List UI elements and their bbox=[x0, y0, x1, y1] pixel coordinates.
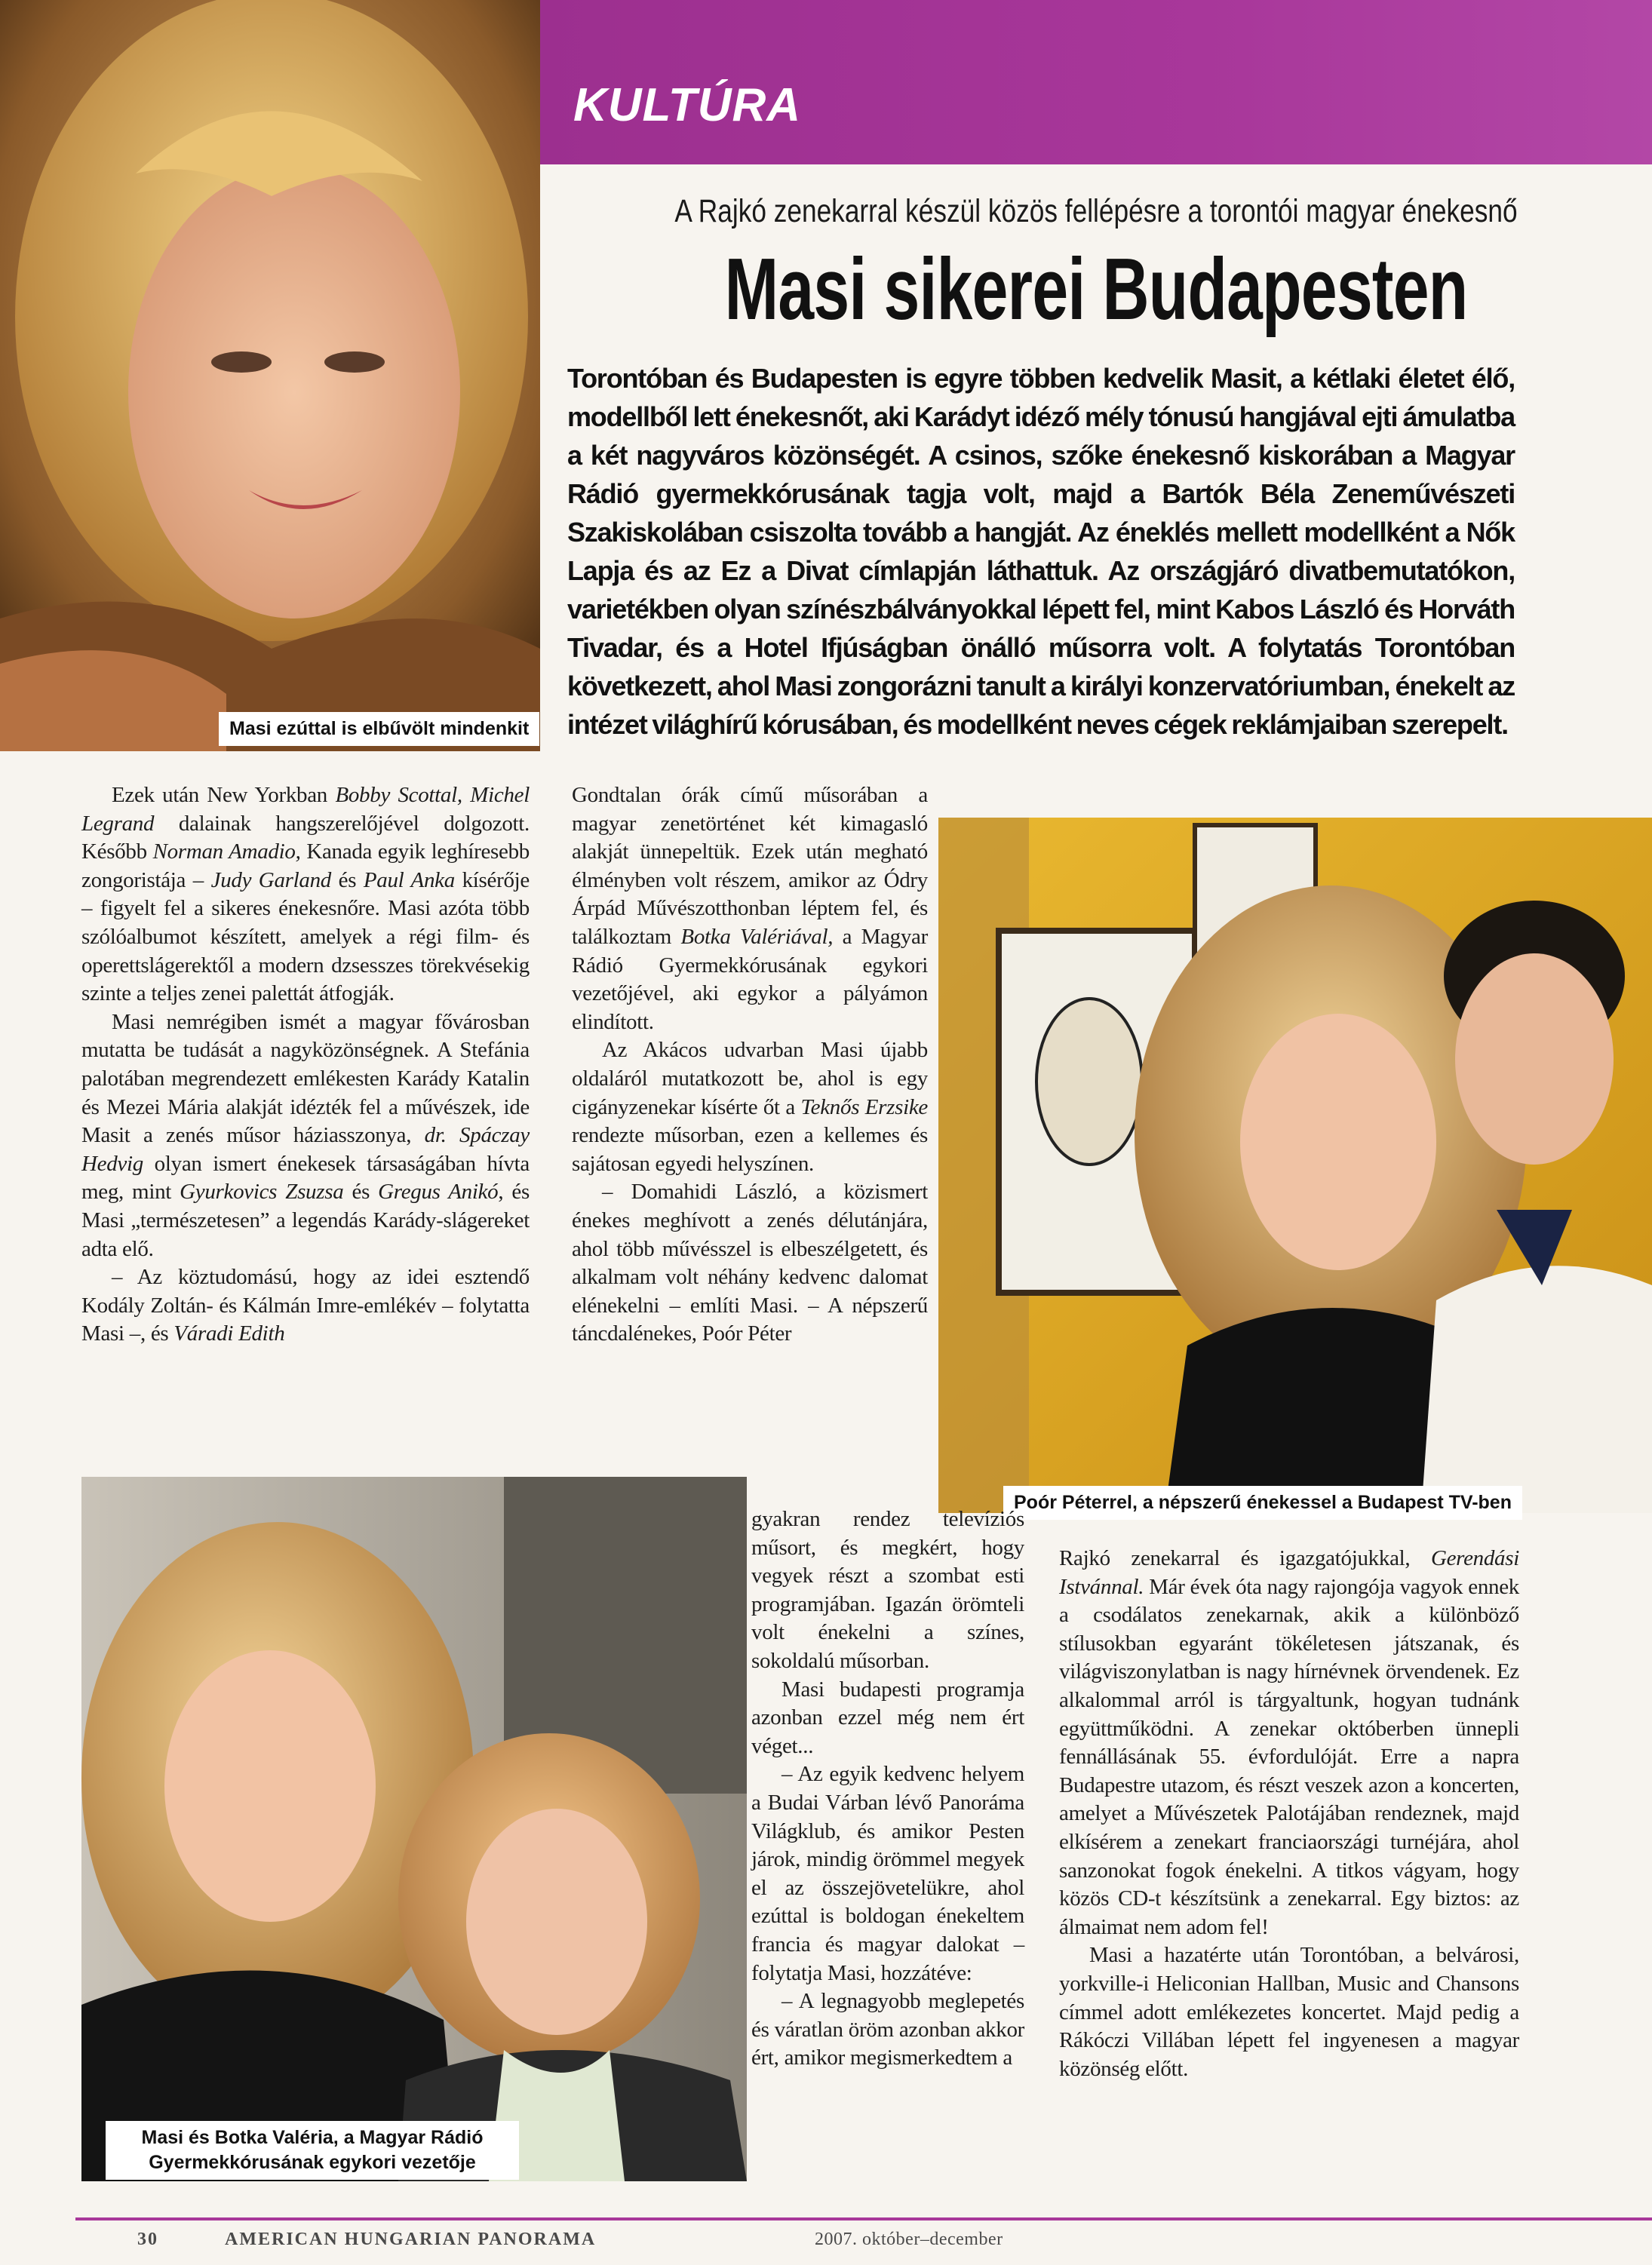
paragraph: – Domahidi László, a közismert énekes meghívott a zenés délutánjára, ahol több művésszel is elbeszélgetett, és alkalmam volt néhány kedvenc dalomat elénekelni – említi Masi. – A népszerű táncdalénekes, Poór Péter bbox=[572, 1180, 928, 1346]
section-banner bbox=[540, 0, 1652, 164]
portrait-caption: Masi ezúttal is elbűvölt mindenkit bbox=[219, 712, 539, 746]
paragraph: – A legnagyobb meglepetés és váratlan öröm azonban akkor ért, amikor megismerkedtem a bbox=[751, 1989, 1024, 2070]
page-number: 30 bbox=[137, 2230, 158, 2249]
botka-valeria-caption bbox=[106, 2121, 519, 2180]
caption-line: Gyermekkórusának egykori vezetője bbox=[149, 2152, 476, 2173]
paragraph: – Az köztudomású, hogy az idei esztendő Kodály Zoltán- és Kálmán Imre-emlékév – folytatta Masi –, és Váradi Edith bbox=[81, 1265, 530, 1346]
article-kicker: A Rajkó zenekarral készül közös fellépésre a torontói magyar énekesnő bbox=[674, 193, 1518, 229]
footer-rule bbox=[75, 2217, 1652, 2220]
body-column-3 bbox=[751, 1505, 1024, 2073]
poor-peter-caption: Poór Péterrel, a népszerű énekessel a Budapest TV-ben bbox=[1003, 1486, 1522, 1520]
paragraph: Masi a hazatérte után Torontóban, a belvárosi, yorkville-i Heliconian Hallban, Music and Chansons címmel adott emlékezetes koncertet. Majd pedig a Rákóczi Villában lépett fel ingyenesen a magyar közönség előtt. bbox=[1059, 1943, 1519, 2081]
article-headline: Masi sikerei Budapesten bbox=[724, 240, 1468, 338]
botka-valeria-photo bbox=[81, 1477, 747, 2181]
paragraph: Az Akácos udvarban Masi újabb oldaláról mutatkozott be, ahol is egy cigányzenekar kísérte őt a Teknős Erzsike rendezte műsorban, ezen a kellemes és sajátosan egyedi helyszínen. bbox=[572, 1038, 929, 1176]
paragraph: gyakran rendez televíziós műsort, és megkért, hogy vegyek részt a szombat esti programjában. Igazán örömteli volt énekelni a színes, sokoldalú műsorban. bbox=[751, 1507, 1024, 1673]
paragraph: Rajkó zenekarral és igazgatójukkal, Gerendási Istvánnal. Már évek óta nagy rajongója vagyok ennek a csodálatos zenekarnak, akik a különböző stílusokban egyaránt tökéletesen játszanak, és világviszonylatban is nagy hírnévnek örvendenek. Ez alkalommal arról is tárgyaltunk, hogyan tudnánk együttműködni. A zenekar októberben ünnepli fennállásának 55. évfordulóját. Erre a napra Budapestre utazom, és részt veszek azon a koncerten, amelyet a Művészetek Palotájában rendeznek, majd elkísérem a zenekart franciaországi turnéjára, ahol sanzonokat fogok énekelni. A titkos vágyam, hogy közös CD-t készítsünk a zenekarral. Egy biztos: az álmaimat nem adom fel! bbox=[1059, 1546, 1519, 1939]
section-label: KULTÚRA bbox=[573, 79, 802, 131]
body-column-1 bbox=[81, 781, 530, 1349]
caption-line: Masi és Botka Valéria, a Magyar Rádió bbox=[141, 2127, 484, 2148]
issue-date: 2007. október–december bbox=[815, 2230, 1003, 2249]
magazine-name: AMERICAN HUNGARIAN PANORAMA bbox=[225, 2230, 597, 2249]
article-lead: Torontóban és Budapesten is egyre többen kedvelik Masit, a kétlaki életet élő, modellből lett énekesnőt, aki Karádyt idéző mély tónusú hangjával ejti ámulatba a két nagyváros közönségét. A csinos, szőke énekesnő kiskorában a Magyar Rádió gyermekkórusának tagja volt, majd a Bartók Béla Zeneművészeti Szakiskolában csiszolta tovább a hangját. Az éneklés mellett modellként a Nők Lapja és az Ez a Divat címlapján láthattuk. Az országjáró divatbemutatókon, varietékben olyan színészbálványokkal lépett fel, mint Kabos László és Horváth Tivadar, és a Hotel Ifjúságban önálló műsorra volt. A folytatás Torontóban következett, ahol Masi zongorázni tanult a királyi konzervatóriumban, énekelt az intézet világhírű kórusában, és modellként neves cégek reklámjaiban szerepelt. bbox=[567, 363, 1515, 740]
poor-peter-photo bbox=[938, 818, 1652, 1513]
portrait-photo bbox=[0, 0, 540, 751]
body-column-2 bbox=[572, 781, 928, 1349]
paragraph: Masi nemrégiben ismét a magyar fővárosban mutatta be tudását a nagyközönségnek. A Stefánia palotában megrendezett emlékesten Karády Katalin és Mezei Mária alakját idézték fel a művészek, ide Masit a zenés műsor háziasszonya, dr. Spáczay Hedvig olyan ismert énekesek társaságában hívta meg, mint Gyurkovics Zsuzsa és Gregus Anikó, és Masi „természetesen” a legendás Karády-slágereket adta elő. bbox=[81, 1009, 530, 1261]
body-column-4 bbox=[1059, 1545, 1519, 2083]
paragraph: Gondtalan órák című műsorában a magyar zenetörténet két kimagasló alakját ünnepeltük. Ezek után megható élményben volt részem, amikor az Ódry Árpád Művészotthonban léptem fel, és találkoztam Botka Valériával, a Magyar Rádió Gyermekkórusának egykori vezetőjével, aki egykor a pályámon elindított. bbox=[572, 783, 928, 1034]
paragraph: – Az egyik kedvenc helyem a Budai Várban lévő Panoráma Világklub, és amikor Pesten járok, mindig örömmel megyek el az összejövetelükre, ahol ezúttal is boldogan énekeltem francia és magyar dalokat – folytatja Masi, hozzátéve: bbox=[751, 1762, 1024, 1985]
paragraph: Masi budapesti programja azonban ezzel még nem ért véget... bbox=[751, 1677, 1024, 1758]
paragraph: Ezek után New Yorkban Bobby Scottal, Michel Legrand dalainak hangszerelőjével dolgozott. Később Norman Amadio, Kanada egyik leghíresebb zongoristája – Judy Garland és Paul Anka kísérője – figyelt fel a sikeres énekesnőre. Masi azóta több szólóalbumot készített, amelyek a régi film- és operettslágerektől a modern dzsesszes törekvésekig szinte a teljes zenei palettát átfogják. bbox=[81, 783, 530, 1006]
